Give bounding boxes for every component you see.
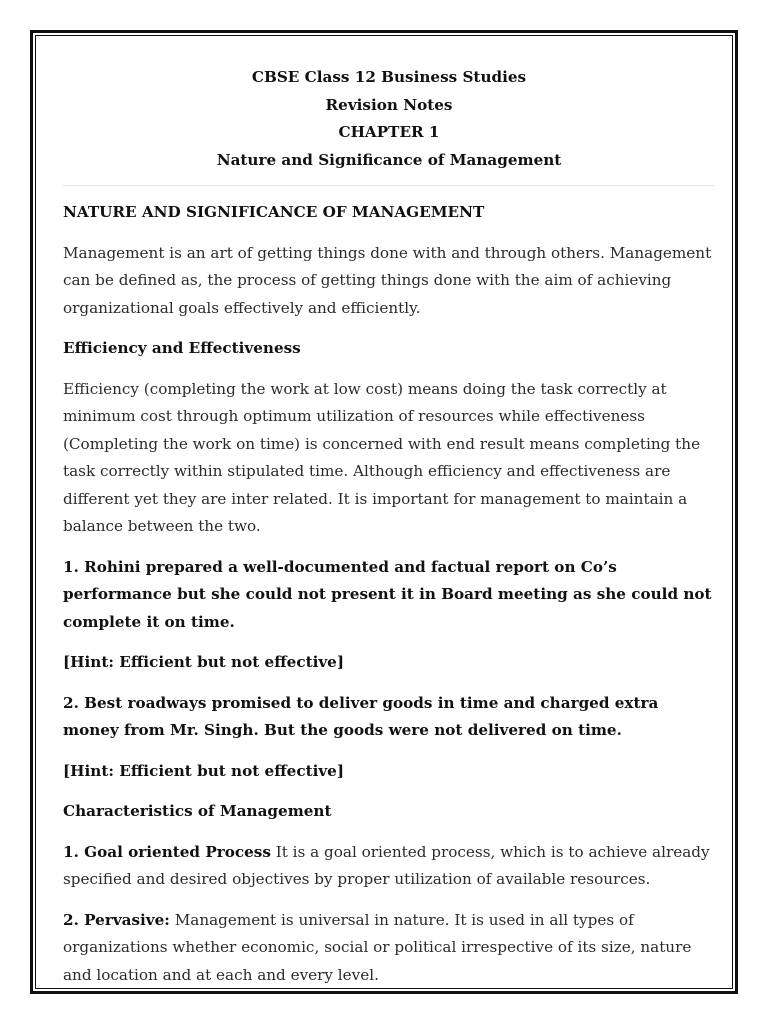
characteristic-item-1 bbox=[63, 839, 715, 894]
header-line-3: CHAPTER 1 bbox=[338, 123, 440, 141]
document-body bbox=[63, 64, 715, 1002]
characteristic-text-2: Management is universal in nature. It is used in all types of organizations whether economic, social or political irrespective of its size, nature and location and at each and every level. bbox=[63, 910, 692, 984]
header-line-2: Revision Notes bbox=[325, 95, 453, 114]
hint-2: [Hint: Efficient but not effective] bbox=[63, 761, 345, 780]
hint-1: [Hint: Efficient but not effective] bbox=[63, 653, 345, 671]
efficiency-paragraph: Efficiency (completing the work at low cost) means doing the task correctly at minimum cost through optimum utilization of resources while effectiveness (Completing the work on time) is concerned with end result means completing the task correctly within stipulated time. Although efficiency and effectiveness are different yet they are inter related. It is important for management to maintain a balance between the two. bbox=[63, 379, 701, 535]
question-1: 1. Rohini prepared a well-documented and factual report on Co’s performance but she could not present it in Board meeting as she could not complete it on time. bbox=[63, 557, 712, 631]
characteristic-label-2: 2. Pervasive: bbox=[63, 910, 170, 929]
header-line-1: CBSE Class 12 Business Studies bbox=[251, 68, 527, 86]
section-title: NATURE AND SIGNIFICANCE OF MANAGEMENT bbox=[63, 203, 485, 221]
question-2: 2. Best roadways promised to deliver goods in time and charged extra money from Mr. Singh. But the goods were not delivered on time. bbox=[63, 693, 659, 739]
document-header bbox=[63, 64, 715, 174]
header-line-4: Nature and Significance of Management bbox=[216, 150, 562, 169]
characteristic-item-2 bbox=[63, 907, 715, 990]
header-divider bbox=[63, 185, 715, 186]
characteristic-text-1: It is a goal oriented process, which is to achieve already specified and desired objectives by proper utilization of available resources. bbox=[63, 842, 710, 888]
characteristics-heading: Characteristics of Management bbox=[63, 802, 332, 820]
efficiency-heading: Efficiency and Effectiveness bbox=[63, 339, 301, 357]
characteristic-label-1: 1. Goal oriented Process bbox=[63, 842, 271, 861]
intro-paragraph: Management is an art of getting things done with and through others. Management can be defined as, the process of getting things done with the aim of achieving organizational goals effectively and efficiently. bbox=[63, 243, 712, 317]
